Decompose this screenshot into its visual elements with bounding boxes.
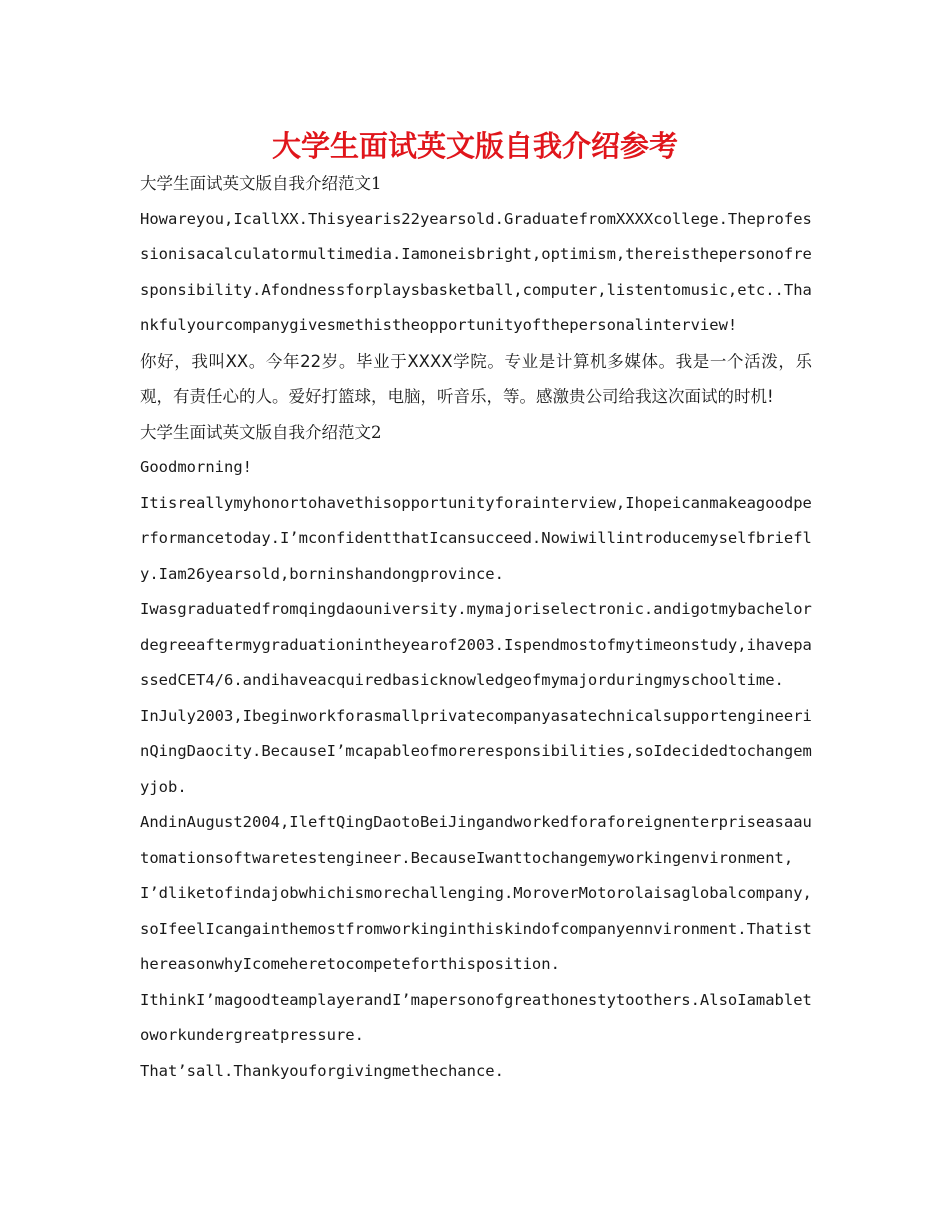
document-title: 大学生面试英文版自我介绍参考 xyxy=(271,129,678,163)
paragraph-greeting: Goodmorning! xyxy=(140,458,252,476)
paragraph-english-intro-1: Howareyou,IcallXX.Thisyearis22yearsold.GraduatefromXXXXcollege.Theprofessionisacalculatormultimedia.Iamoneisbright,optimism,thereisthepersonofresponsibility.Afondnessforplaysbasketball,computer,listentomusic,etc..Thankfulyourcompanygivesmethistheopportunityofthepersonalinterview! xyxy=(140,209,812,334)
section-heading-2: 大学生面试英文版自我介绍范文2 xyxy=(140,422,382,442)
paragraph-second-job: AndinAugust2004,IleftQingDaotoBeiJingandworkedforaforeignenterpriseasaautomationsoftwaretestengineer.BecauseIwanttochangemyworkingenvironment,I’dliketofindajobwhichismorechallenging.MoroverMotorolaisaglobalcompany,soIfeelIcangainthemostfromworkinginthiskindofcompanyennvironment.ThatisthereasonwhyIcomeheretocompeteforthisposition. xyxy=(140,813,812,973)
paragraph-chinese-intro-1: 你好，我叫XX。今年22岁。毕业于XXXX学院。专业是计算机多媒体。我是一个活泼，乐观，有责任心的人。爱好打篮球，电脑，听音乐，等。感激贵公司给我这次面试的时机! xyxy=(140,351,812,406)
paragraph-qualities: IthinkI’magoodteamplayerandI’mapersonofgreathonestytoothers.AlsoIamabletoworkundergreatpressure. xyxy=(140,990,812,1044)
paragraph-intro: Itisreallymyhonortohavethisopportunityforainterview,Ihopeicanmakeagoodperformancetoday.I’mconfidentthatIcansucceed.Nowiwillintroducemyselfbriefly.Iam26yearsold,borninshandongprovince. xyxy=(140,493,812,583)
paragraph-first-job: InJuly2003,IbeginworkforasmallprivatecompanyasatechnicalsupportengineerinQingDaocity.BecauseI’mcapableofmoreresponsibilities,soIdecidedtochangemyjob. xyxy=(140,706,812,796)
paragraph-closing: That’sall.Thankyouforgivingmethechance. xyxy=(140,1061,504,1080)
document-body xyxy=(140,166,812,1089)
paragraph-education: Iwasgraduatedfromqingdaouniversity.mymajoriselectronic.andigotmybachelordegreeaftermygraduationintheyearof2003.Ispendmostofmytimeonstudy,ihavepassedCET4/6.andihaveacquiredbasicknowledgeofmymajorduringmyschooltime. xyxy=(140,600,812,689)
section-heading-1: 大学生面试英文版自我介绍范文1 xyxy=(140,174,382,193)
